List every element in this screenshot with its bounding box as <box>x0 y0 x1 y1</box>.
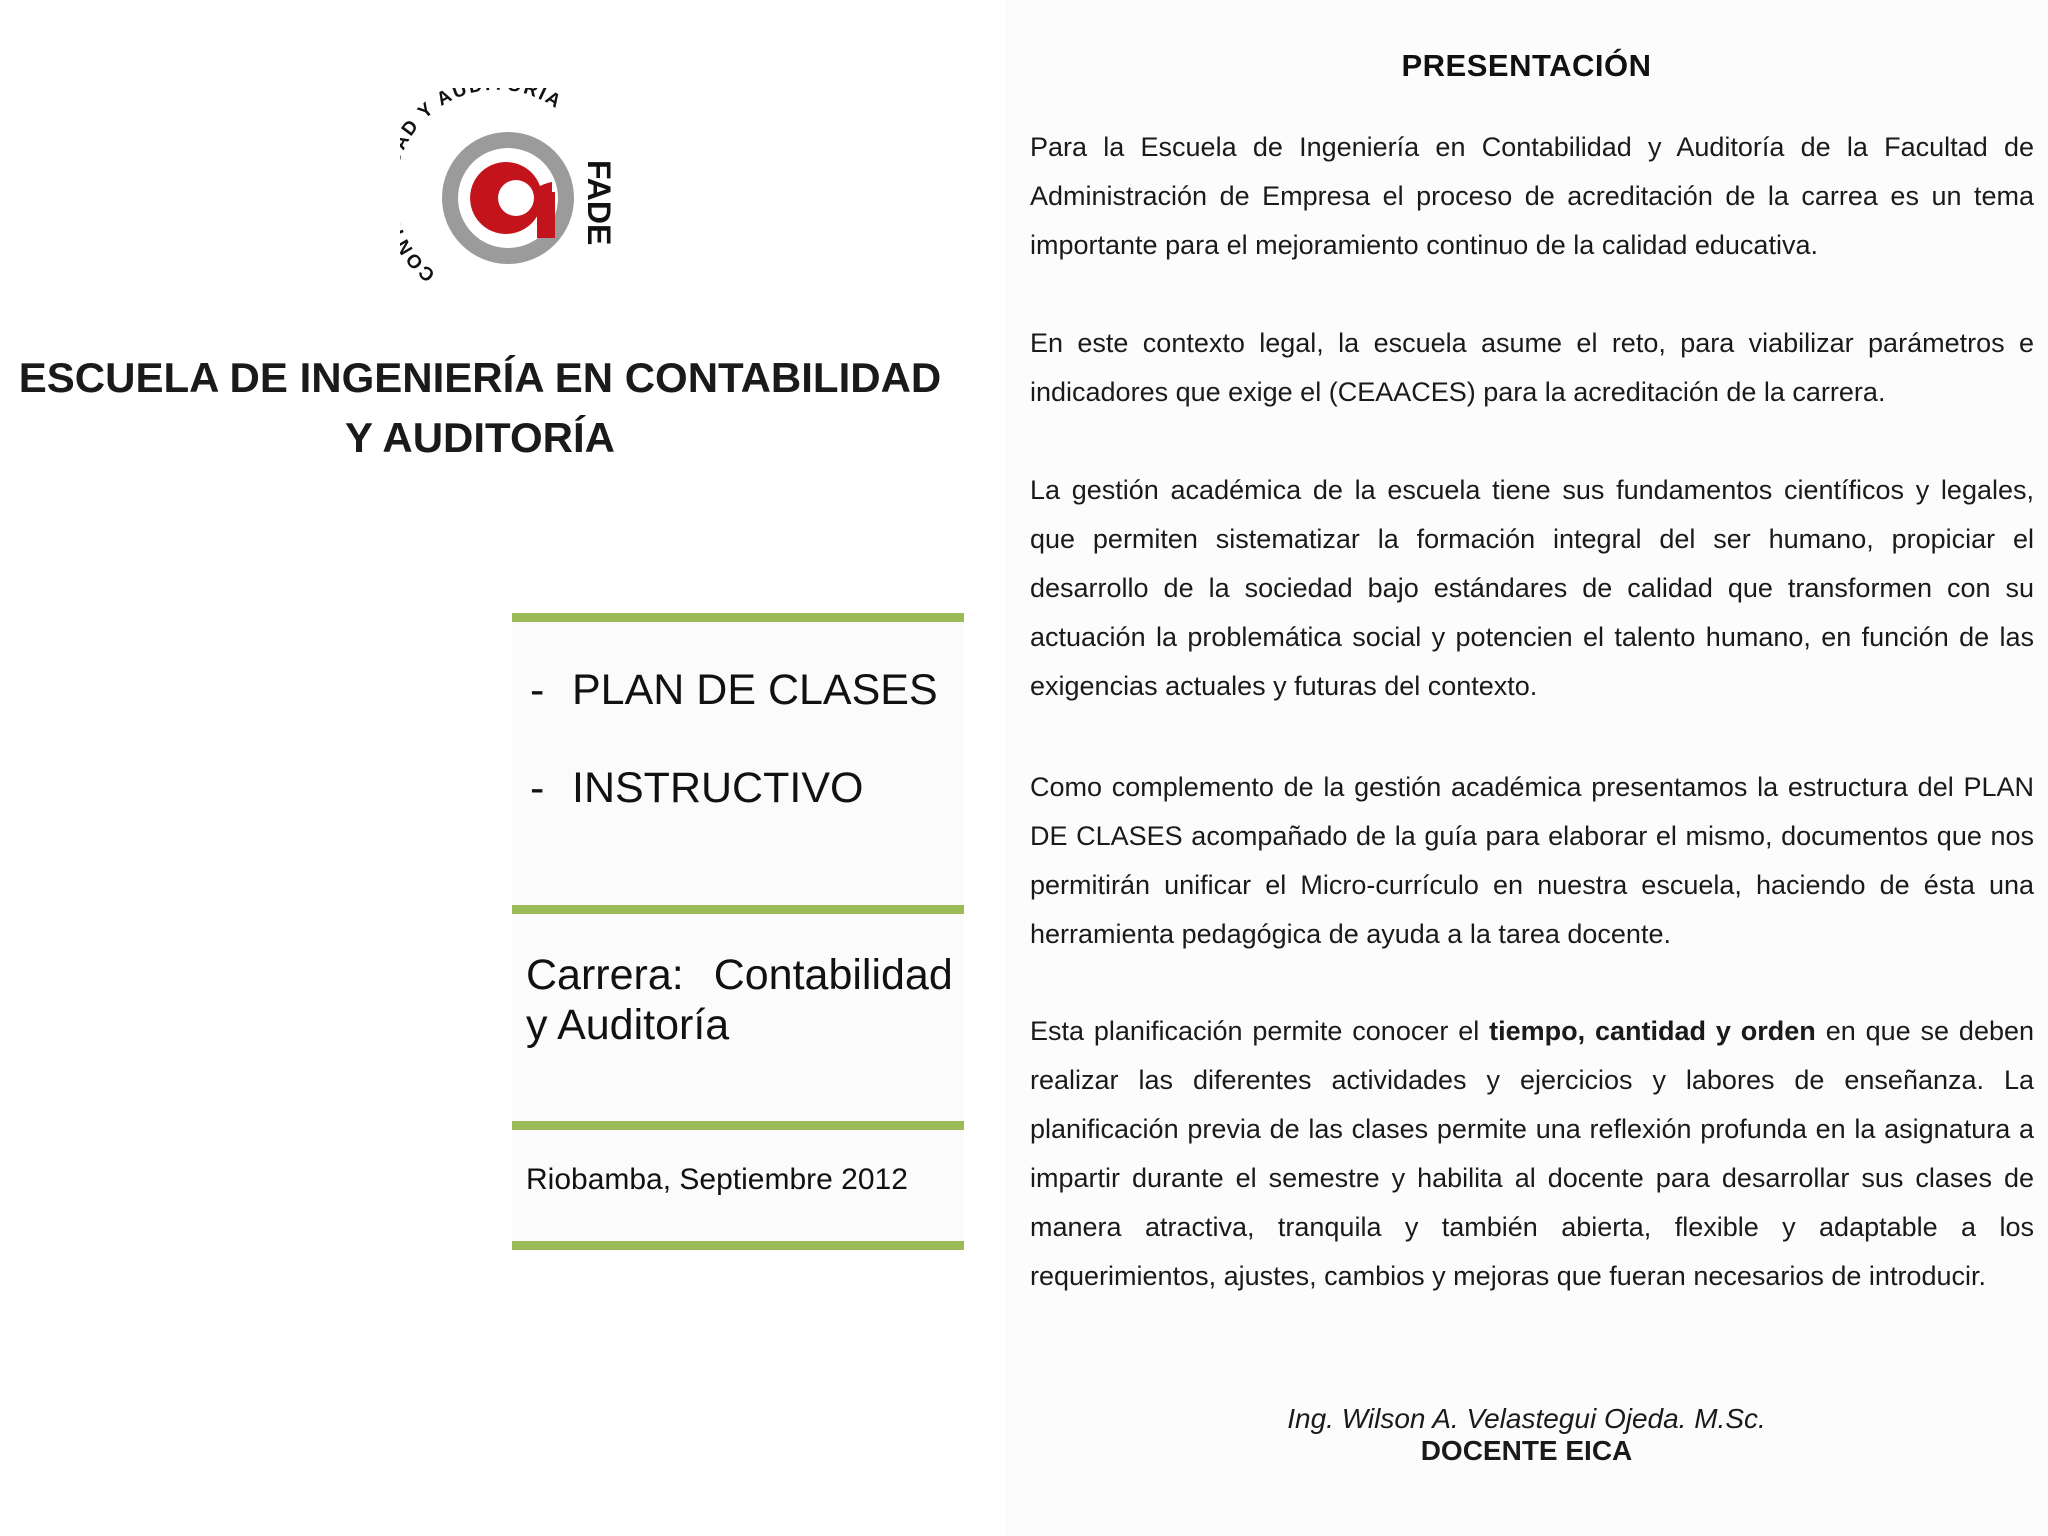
plan-item-instructivo <box>530 764 863 813</box>
plan-item-plan-de-clases <box>530 666 938 715</box>
school-title-line2: Y AUDITORÍA <box>345 414 615 461</box>
paragraph-5 <box>1030 1007 2034 1301</box>
green-divider-bottom <box>512 1241 964 1250</box>
green-divider-top <box>512 613 964 622</box>
school-title-line1: ESCUELA DE INGENIERÍA EN CONTABILIDAD <box>18 354 942 401</box>
signature-name: Ing. Wilson A. Velastegui Ojeda. M.Sc. <box>1287 1403 1766 1434</box>
paragraph-2: En este contexto legal, la escuela asume el reto, para viabilizar parámetros e indicadores que exige el (CEAACES) para la acreditación de la carrera. <box>1030 328 2034 407</box>
signature <box>1005 1403 2048 1467</box>
signature-role: DOCENTE EICA <box>1420 1435 1633 1466</box>
plan-item-label: INSTRUCTIVO <box>572 764 864 812</box>
plan-item-dash: - <box>530 764 545 812</box>
plan-item-label: PLAN DE CLASES <box>572 666 938 714</box>
fade-logo <box>400 88 630 308</box>
school-title <box>0 348 960 468</box>
place-date: Riobamba, Septiembre 2012 <box>526 1163 908 1196</box>
paragraph-1: Para la Escuela de Ingeniería en Contabilidad y Auditoría de la Facultad de Administración de Empresa el proceso de acreditación de la carrea es un tema importante para el mejoramiento continuo de la calidad educativa. <box>1030 132 2034 260</box>
carrera-block <box>526 950 966 1050</box>
green-divider-2 <box>512 905 964 914</box>
carrera-value: Contabilidad y Auditoría <box>526 951 953 1049</box>
paragraph-4: Como complemento de la gestión académica presentamos la estructura del PLAN DE CLASES acompañado de la guía para elaborar el mismo, documentos que nos permitirán unificar el Micro-currículo en nuestra escuela, haciendo de ésta una herramienta pedagógica de ayuda a la tarea docente. <box>1030 772 2034 949</box>
plan-item-dash: - <box>530 666 545 714</box>
carrera-label: Carrera: <box>526 951 684 999</box>
logo-arc-text-top: CO D Y AU RIA <box>400 88 566 286</box>
paragraph-5-after: en que se deben realizar las diferentes actividades y ejercicios y labores de enseñanza. La planificación previa de las clases permite una reflexión profunda en la asignatura a impartir durante el semestre y habilita al docente para desarrollar sus clases de manera atractiva, tranquila y también abierta, flexible y adaptable a los requerimientos, ajustes, cambios y mejoras que fueran necesarios de introducir. <box>1030 1016 2035 1291</box>
paragraph-5-before: Esta planificación permite conocer el <box>1030 1016 1490 1046</box>
logo-side-text: FADE <box>581 160 617 246</box>
paragraph-3: La gestión académica de la escuela tiene sus fundamentos científicos y legales, que permiten sistematizar la formación integral del ser humano, propiciar el desarrollo de la sociedad bajo estándares de calidad que transformen con su actuación la problemática social y potencien el talento humano, en función de las exigencias actuales y futuras del contexto. <box>1030 475 2034 701</box>
green-divider-3 <box>512 1121 964 1130</box>
paragraph-5-bold: tiempo, cantidad y orden <box>1489 1016 1816 1046</box>
presentation-title: PRESENTACIÓN <box>1401 48 1652 83</box>
